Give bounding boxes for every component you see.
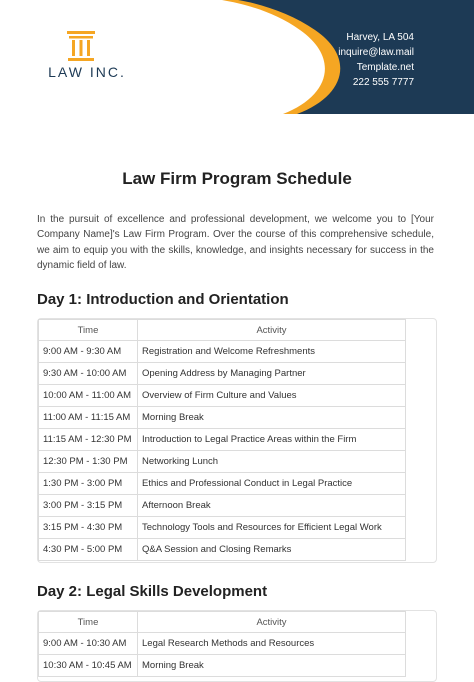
activity-cell: Morning Break [138,655,406,677]
table-row [39,451,406,473]
column-header-activity: Activity [138,320,406,341]
time-cell: 10:00 AM - 11:00 AM [39,385,138,407]
activity-cell: Technology Tools and Resources for Efficient Legal Work [138,517,406,539]
time-cell: 3:15 PM - 4:30 PM [39,517,138,539]
day2-table-container [37,610,437,682]
table-row [39,385,406,407]
document-header [0,0,474,114]
activity-cell: Opening Address by Managing Partner [138,363,406,385]
table-row [39,539,406,561]
time-cell: 10:30 AM - 10:45 AM [39,655,138,677]
time-cell: 9:00 AM - 9:30 AM [39,341,138,363]
table-row [39,517,406,539]
activity-cell: Morning Break [138,407,406,429]
page-title: Law Firm Program Schedule [122,169,352,188]
time-cell: 11:00 AM - 11:15 AM [39,407,138,429]
time-cell: 1:30 PM - 3:00 PM [39,473,138,495]
activity-cell: Ethics and Professional Conduct in Legal Practice [138,473,406,495]
contact-info [338,30,414,90]
day2-schedule-table [38,611,406,677]
table-row [39,363,406,385]
column-header-activity: Activity [138,612,406,633]
table-row [39,407,406,429]
table-row [39,495,406,517]
time-cell: 9:00 AM - 10:30 AM [39,633,138,655]
time-cell: 11:15 AM - 12:30 PM [39,429,138,451]
time-cell: 3:00 PM - 3:15 PM [39,495,138,517]
courthouse-icon [64,28,98,64]
activity-cell: Q&A Session and Closing Remarks [138,539,406,561]
intro-paragraph: In the pursuit of excellence and professional development, we welcome you to [Your Company Name]'s Law Firm Program. Over the course of this comprehensive schedule, we aim to equip you with the skills, knowledge, and insights necessary for success in the dynamic field of law. [37,214,434,271]
table-row [39,341,406,363]
column-header-time: Time [39,320,138,341]
column-header-time: Time [39,612,138,633]
contact-email: inquire@law.mail [338,47,414,58]
table-row [39,429,406,451]
activity-cell: Registration and Welcome Refreshments [138,341,406,363]
brand-name: LAW INC. [48,64,126,80]
contact-phone: 222 555 7777 [352,77,414,88]
contact-address: Harvey, LA 504 [346,32,414,43]
day1-heading: Day 1: Introduction and Orientation [37,291,289,308]
table-row [39,633,406,655]
table-header-row [39,320,406,341]
table-row [39,473,406,495]
contact-website: Template.net [356,62,414,73]
table-header-row [39,612,406,633]
day2-heading: Day 2: Legal Skills Development [37,583,268,600]
activity-cell: Legal Research Methods and Resources [138,633,406,655]
day1-table-container [37,318,437,563]
day1-schedule-table [38,319,406,561]
table-row [39,655,406,677]
time-cell: 9:30 AM - 10:00 AM [39,363,138,385]
time-cell: 12:30 PM - 1:30 PM [39,451,138,473]
activity-cell: Networking Lunch [138,451,406,473]
activity-cell: Overview of Firm Culture and Values [138,385,406,407]
activity-cell: Afternoon Break [138,495,406,517]
time-cell: 4:30 PM - 5:00 PM [39,539,138,561]
activity-cell: Introduction to Legal Practice Areas within the Firm [138,429,406,451]
